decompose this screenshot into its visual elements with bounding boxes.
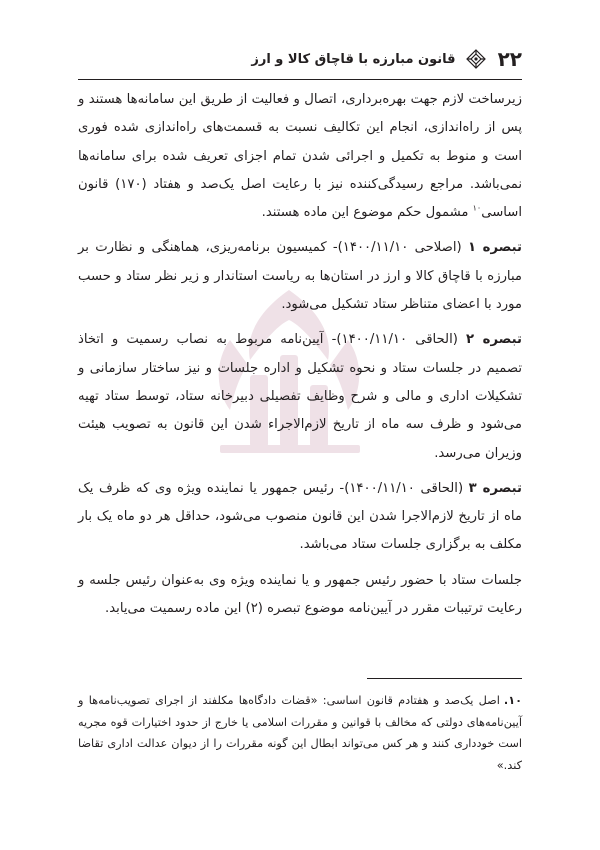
- footnote-number: ۱۰.: [503, 694, 522, 707]
- note-text: (الحاقی ۱۴۰۰/۱۱/۱۰)- آیین‌نامه مربوط به نصاب رسمیت و اتخاذ تصمیم در جلسات ستاد و نحوه تشکیل و اداره جلسات و نیز ساختار سازمانی و تشکیلات اداری و مالی و شرح وظایف تفصیلی دبیرخانه ستاد، توسط ستاد تهیه می‌شود و ظرف سه ماه از تاریخ لازم‌الاجراء شدن این قانون به تصویب هیئت وزیران می‌رسد.: [78, 332, 522, 461]
- page-header: [78, 44, 522, 74]
- note-label: تبصره ۲: [466, 332, 522, 348]
- note-paragraph: [78, 234, 522, 319]
- body-text: [78, 86, 522, 630]
- note-paragraph: [78, 326, 522, 467]
- paragraph-text: زیرساخت لازم جهت بهره‌برداری، اتصال و فعالیت از طریق این سامانه‌ها هستند و پس از راه‌اندازی، انجام این تکالیف نسبت به قسمت‌های راه‌اندازی شده فوری است و منوط به تکمیل و اجرائی شدن تمام اجزای تعریف شده برای سامانه‌ها نمی‌باشد. مراجع رسیدگی‌کننده نیز با رعایت اصل یک‌صد و هفتاد (۱۷۰) قانون اساسی: [78, 92, 522, 221]
- note-label: تبصره ۱: [467, 240, 522, 256]
- running-title: قانون مبارزه با قاچاق کالا و ارز: [251, 51, 456, 67]
- footnote-rule: [367, 678, 522, 679]
- note-text: (الحاقی ۱۴۰۰/۱۱/۱۰)- رئیس جمهور یا نماینده ویژه وی که ظرف یک ماه از تاریخ لازم‌الاجرا شدن این قانون منصوب می‌شود، حداقل هر دو ماه یک بار مکلف به برگزاری جلسات ستاد می‌باشد.: [78, 480, 522, 553]
- note-label: تبصره ۳: [468, 480, 522, 496]
- note-text: (اصلاحی ۱۴۰۰/۱۱/۱۰)- کمیسیون برنامه‌ریزی، هماهنگی و نظارت بر مبارزه با قاچاق کالا و ارز در استان‌ها به ریاست استاندار و زیر نظر ستاد و حسب مورد با اعضای متناظر ستاد تشکیل می‌شود.: [78, 240, 522, 313]
- page-number: ۲۲: [497, 47, 522, 71]
- diamond-ornament-icon: [466, 49, 486, 69]
- paragraph: [78, 567, 522, 624]
- paragraph: [78, 86, 522, 227]
- footnote: [78, 690, 522, 776]
- footnote-reference[interactable]: ۱۰: [472, 203, 482, 213]
- note-paragraph: [78, 475, 522, 560]
- paragraph-text: مشمول حکم موضوع این ماده هستند.: [261, 205, 473, 221]
- footnote-text: اصل یک‌صد و هفتادم قانون اساسی: «قضات دادگاه‌ها مکلفند از اجرای تصویب‌نامه‌ها و آیین‌نامه‌های دولتی که مخالف با قوانین و مقررات اسلامی یا خارج از حدود اختیارات قوه مجریه است خودداری کنند و هر کس می‌تواند ابطال این گونه مقررات را از دیوان عدالت اداری تقاضا کند.»: [78, 694, 522, 772]
- header-rule: [78, 79, 522, 80]
- paragraph-text: جلسات ستاد با حضور رئیس جمهور و یا نماینده ویژه وی به‌عنوان رئیس جلسه و رعایت ترتیبات مقرر در آیین‌نامه موضوع تبصره (۲) این ماده رسمیت می‌یابد.: [78, 572, 522, 617]
